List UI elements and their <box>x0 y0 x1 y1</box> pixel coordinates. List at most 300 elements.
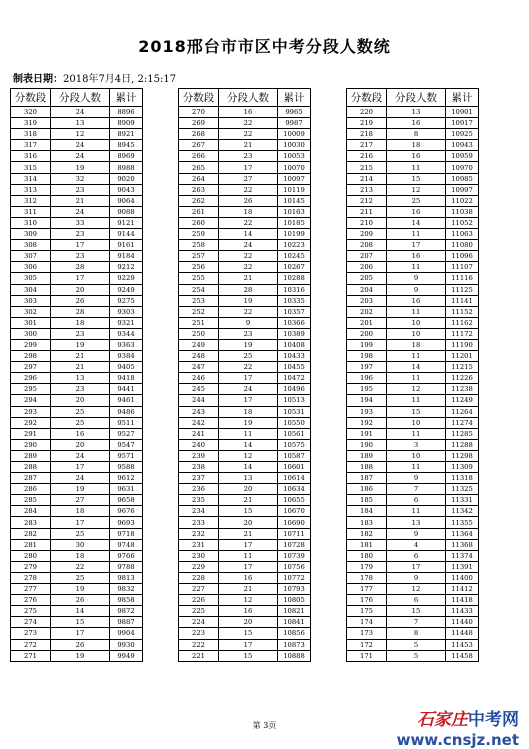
cell-count: 21 <box>219 528 278 539</box>
cell-score: 299 <box>11 339 51 350</box>
cell-count: 24 <box>51 450 110 461</box>
cell-count: 11 <box>219 428 278 439</box>
cell-cumulative: 10472 <box>278 373 311 384</box>
cell-count: 20 <box>219 517 278 528</box>
table-row <box>347 251 479 262</box>
cell-score: 287 <box>11 473 51 484</box>
table-row <box>11 417 143 428</box>
cell-cumulative: 8969 <box>110 151 143 162</box>
cell-count: 20 <box>51 439 110 450</box>
cell-count: 21 <box>51 362 110 373</box>
cell-count: 25 <box>51 572 110 583</box>
cell-count: 20 <box>51 284 110 295</box>
table-row <box>347 550 479 561</box>
cell-score: 173 <box>347 628 387 639</box>
cell-cumulative: 11400 <box>446 572 479 583</box>
table-row <box>347 495 479 506</box>
cell-score: 175 <box>347 606 387 617</box>
cell-cumulative: 9658 <box>110 495 143 506</box>
cell-score: 204 <box>347 284 387 295</box>
cell-count: 24 <box>219 384 278 395</box>
cell-score: 274 <box>11 617 51 628</box>
cell-cumulative: 10433 <box>278 351 311 362</box>
cell-cumulative: 9486 <box>110 406 143 417</box>
header-segment-count: 分段人数 <box>387 89 446 107</box>
cell-count: 21 <box>219 140 278 151</box>
cell-score: 182 <box>347 528 387 539</box>
cell-count: 22 <box>219 217 278 228</box>
table-row <box>11 484 143 495</box>
cell-score: 217 <box>347 140 387 151</box>
cell-cumulative: 10163 <box>278 206 311 217</box>
cell-count: 5 <box>387 639 446 650</box>
cell-cumulative: 10145 <box>278 195 311 206</box>
cell-cumulative: 9229 <box>110 273 143 284</box>
cell-count: 10 <box>387 328 446 339</box>
cell-count: 17 <box>219 395 278 406</box>
cell-score: 201 <box>347 317 387 328</box>
cell-count: 33 <box>51 217 110 228</box>
table-row <box>11 162 143 173</box>
cell-score: 183 <box>347 517 387 528</box>
header-score-segment: 分数段 <box>179 89 219 107</box>
cell-cumulative: 10711 <box>278 528 311 539</box>
cell-cumulative: 9121 <box>110 217 143 228</box>
cell-cumulative: 11364 <box>446 528 479 539</box>
cell-score: 222 <box>179 639 219 650</box>
cell-count: 24 <box>219 240 278 251</box>
cell-score: 188 <box>347 462 387 473</box>
cell-score: 233 <box>179 517 219 528</box>
cell-score: 276 <box>11 595 51 606</box>
cell-cumulative: 11418 <box>446 595 479 606</box>
table-row <box>347 439 479 450</box>
cell-cumulative: 10614 <box>278 473 311 484</box>
table-row <box>347 217 479 228</box>
cell-score: 247 <box>179 362 219 373</box>
cell-count: 18 <box>51 317 110 328</box>
cell-cumulative: 10561 <box>278 428 311 439</box>
cell-score: 242 <box>179 417 219 428</box>
cell-score: 210 <box>347 217 387 228</box>
cell-count: 12 <box>387 384 446 395</box>
cell-count: 18 <box>51 550 110 561</box>
table-row <box>11 229 143 240</box>
cell-count: 4 <box>387 539 446 550</box>
table-row <box>179 118 311 129</box>
cell-count: 16 <box>387 151 446 162</box>
cell-cumulative: 10601 <box>278 462 311 473</box>
cell-count: 10 <box>387 450 446 461</box>
cell-count: 25 <box>51 417 110 428</box>
cell-cumulative: 10097 <box>278 173 311 184</box>
cell-score: 317 <box>11 140 51 151</box>
cell-cumulative: 10513 <box>278 395 311 406</box>
cell-count: 7 <box>387 484 446 495</box>
table-row <box>11 550 143 561</box>
table-row <box>11 428 143 439</box>
table-row <box>179 284 311 295</box>
table-row <box>179 450 311 461</box>
cell-cumulative: 10223 <box>278 240 311 251</box>
table-row <box>11 273 143 284</box>
cell-score: 235 <box>179 495 219 506</box>
cell-cumulative: 10634 <box>278 484 311 495</box>
cell-score: 244 <box>179 395 219 406</box>
cell-score: 298 <box>11 351 51 362</box>
cell-score: 295 <box>11 384 51 395</box>
table-row <box>11 262 143 273</box>
cell-score: 237 <box>179 473 219 484</box>
cell-count: 23 <box>51 384 110 395</box>
cell-count: 12 <box>51 129 110 140</box>
table-row <box>11 439 143 450</box>
cell-count: 26 <box>51 595 110 606</box>
cell-cumulative: 9461 <box>110 395 143 406</box>
table-row <box>347 517 479 528</box>
cell-count: 13 <box>51 373 110 384</box>
cell-score: 236 <box>179 484 219 495</box>
cell-score: 185 <box>347 495 387 506</box>
cell-score: 282 <box>11 528 51 539</box>
cell-score: 226 <box>179 595 219 606</box>
cell-cumulative: 8945 <box>110 140 143 151</box>
cell-cumulative: 9949 <box>110 650 143 661</box>
cell-cumulative: 10053 <box>278 151 311 162</box>
table-row <box>11 506 143 517</box>
cell-count: 15 <box>219 628 278 639</box>
cell-cumulative: 10357 <box>278 306 311 317</box>
cell-cumulative: 9249 <box>110 284 143 295</box>
cell-score: 284 <box>11 506 51 517</box>
cell-count: 20 <box>219 617 278 628</box>
cell-cumulative: 11238 <box>446 384 479 395</box>
table-row <box>179 561 311 572</box>
cell-cumulative: 10587 <box>278 450 311 461</box>
cell-score: 272 <box>11 639 51 650</box>
table-row <box>179 184 311 195</box>
cell-count: 24 <box>51 206 110 217</box>
cell-count: 9 <box>387 473 446 484</box>
table-row <box>11 184 143 195</box>
cell-score: 304 <box>11 284 51 295</box>
table-row <box>11 373 143 384</box>
cell-count: 6 <box>387 550 446 561</box>
cell-cumulative: 10821 <box>278 606 311 617</box>
cell-score: 277 <box>11 584 51 595</box>
cell-cumulative: 9612 <box>110 473 143 484</box>
cell-cumulative: 9020 <box>110 173 143 184</box>
table-row <box>11 351 143 362</box>
table-row <box>347 129 479 140</box>
table-row <box>179 539 311 550</box>
table-row <box>179 484 311 495</box>
cell-count: 19 <box>219 339 278 350</box>
cell-cumulative: 11412 <box>446 584 479 595</box>
table-row <box>347 173 479 184</box>
cell-cumulative: 11448 <box>446 628 479 639</box>
cell-count: 8 <box>387 628 446 639</box>
cell-score: 263 <box>179 184 219 195</box>
table-row <box>347 206 479 217</box>
cell-cumulative: 9858 <box>110 595 143 606</box>
cell-cumulative: 10655 <box>278 495 311 506</box>
cell-score: 288 <box>11 462 51 473</box>
cell-count: 24 <box>51 107 110 118</box>
cell-score: 206 <box>347 262 387 273</box>
header-cumulative: 累计 <box>278 89 311 107</box>
cell-score: 269 <box>179 118 219 129</box>
cell-score: 239 <box>179 450 219 461</box>
cell-score: 225 <box>179 606 219 617</box>
cell-cumulative: 11215 <box>446 362 479 373</box>
cell-count: 3 <box>387 439 446 450</box>
cell-count: 13 <box>51 118 110 129</box>
cell-score: 318 <box>11 129 51 140</box>
cell-score: 194 <box>347 395 387 406</box>
table-row <box>347 351 479 362</box>
watermark-brand-red: 石家庄 <box>417 710 468 730</box>
cell-score: 305 <box>11 273 51 284</box>
cell-count: 16 <box>219 107 278 118</box>
cell-cumulative: 11285 <box>446 428 479 439</box>
cell-score: 181 <box>347 539 387 550</box>
cell-count: 28 <box>51 306 110 317</box>
cell-count: 17 <box>51 240 110 251</box>
cell-count: 14 <box>387 362 446 373</box>
cell-count: 16 <box>387 295 446 306</box>
cell-score: 289 <box>11 450 51 461</box>
cell-count: 24 <box>51 140 110 151</box>
cell-cumulative: 11433 <box>446 606 479 617</box>
cell-cumulative: 9872 <box>110 606 143 617</box>
table-row <box>179 528 311 539</box>
cell-cumulative: 10690 <box>278 517 311 528</box>
table-row <box>179 439 311 450</box>
cell-score: 178 <box>347 572 387 583</box>
cell-score: 250 <box>179 328 219 339</box>
cell-score: 279 <box>11 561 51 572</box>
table-row <box>179 317 311 328</box>
cell-score: 280 <box>11 550 51 561</box>
cell-cumulative: 10119 <box>278 184 311 195</box>
table-row <box>347 584 479 595</box>
cell-score: 255 <box>179 273 219 284</box>
cell-cumulative: 10335 <box>278 295 311 306</box>
table-row <box>179 362 311 373</box>
table-row <box>347 229 479 240</box>
table-row <box>347 428 479 439</box>
cell-cumulative: 10805 <box>278 595 311 606</box>
cell-cumulative: 10408 <box>278 339 311 350</box>
cell-cumulative: 9511 <box>110 417 143 428</box>
cell-count: 23 <box>51 229 110 240</box>
cell-score: 227 <box>179 584 219 595</box>
cell-count: 18 <box>387 339 446 350</box>
cell-count: 14 <box>219 462 278 473</box>
cell-count: 16 <box>387 251 446 262</box>
cell-cumulative: 9184 <box>110 251 143 262</box>
cell-score: 278 <box>11 572 51 583</box>
cell-count: 10 <box>387 417 446 428</box>
cell-score: 230 <box>179 550 219 561</box>
table-row <box>347 195 479 206</box>
cell-score: 231 <box>179 539 219 550</box>
cell-score: 203 <box>347 295 387 306</box>
cell-count: 21 <box>219 495 278 506</box>
cell-cumulative: 10009 <box>278 129 311 140</box>
cell-cumulative: 9064 <box>110 195 143 206</box>
generated-date <box>13 70 176 85</box>
table-row <box>347 572 479 583</box>
cell-count: 22 <box>219 184 278 195</box>
cell-count: 16 <box>387 118 446 129</box>
cell-cumulative: 10316 <box>278 284 311 295</box>
table-row <box>179 229 311 240</box>
cell-cumulative: 10943 <box>446 140 479 151</box>
cell-score: 261 <box>179 206 219 217</box>
cell-count: 17 <box>219 373 278 384</box>
cell-cumulative: 10575 <box>278 439 311 450</box>
cell-count: 11 <box>387 462 446 473</box>
cell-cumulative: 10366 <box>278 317 311 328</box>
cell-count: 17 <box>219 162 278 173</box>
cell-cumulative: 9088 <box>110 206 143 217</box>
cell-score: 253 <box>179 295 219 306</box>
cell-cumulative: 10030 <box>278 140 311 151</box>
cell-count: 9 <box>387 273 446 284</box>
cell-cumulative: 9965 <box>278 107 311 118</box>
cell-count: 21 <box>219 273 278 284</box>
cell-score: 315 <box>11 162 51 173</box>
table-row <box>11 584 143 595</box>
table-row <box>11 473 143 484</box>
cell-count: 19 <box>219 417 278 428</box>
table-row <box>179 295 311 306</box>
cell-cumulative: 9631 <box>110 484 143 495</box>
cell-score: 189 <box>347 450 387 461</box>
cell-count: 16 <box>219 606 278 617</box>
cell-count: 23 <box>219 151 278 162</box>
cell-count: 19 <box>51 162 110 173</box>
cell-count: 14 <box>219 439 278 450</box>
cell-score: 218 <box>347 129 387 140</box>
cell-score: 294 <box>11 395 51 406</box>
cell-cumulative: 11309 <box>446 462 479 473</box>
cell-cumulative: 10772 <box>278 572 311 583</box>
cell-score: 197 <box>347 362 387 373</box>
cell-cumulative: 11342 <box>446 506 479 517</box>
cell-count: 11 <box>387 428 446 439</box>
cell-cumulative: 11318 <box>446 473 479 484</box>
table-row <box>11 495 143 506</box>
cell-cumulative: 11152 <box>446 306 479 317</box>
table-row <box>347 595 479 606</box>
cell-cumulative: 10756 <box>278 561 311 572</box>
cell-cumulative: 10856 <box>278 628 311 639</box>
table-row <box>11 217 143 228</box>
table-row <box>347 473 479 484</box>
cell-score: 213 <box>347 184 387 195</box>
table-row <box>11 395 143 406</box>
cell-cumulative: 11190 <box>446 339 479 350</box>
cell-score: 199 <box>347 339 387 350</box>
cell-score: 228 <box>179 572 219 583</box>
cell-count: 17 <box>219 561 278 572</box>
cell-score: 296 <box>11 373 51 384</box>
cell-score: 216 <box>347 151 387 162</box>
cell-score: 290 <box>11 439 51 450</box>
cell-count: 19 <box>51 650 110 661</box>
cell-score: 311 <box>11 206 51 217</box>
watermark-url: www.cnsjz.net <box>396 731 519 749</box>
cell-count: 13 <box>387 517 446 528</box>
table-row <box>347 317 479 328</box>
table-row <box>179 595 311 606</box>
cell-count: 24 <box>51 473 110 484</box>
cell-cumulative: 11172 <box>446 328 479 339</box>
cell-count: 26 <box>51 639 110 650</box>
cell-cumulative: 10245 <box>278 251 311 262</box>
cell-cumulative: 9887 <box>110 617 143 628</box>
cell-cumulative: 10728 <box>278 539 311 550</box>
table-row <box>11 595 143 606</box>
cell-count: 14 <box>219 229 278 240</box>
cell-count: 24 <box>51 151 110 162</box>
cell-cumulative: 9547 <box>110 439 143 450</box>
cell-score: 312 <box>11 195 51 206</box>
cell-score: 245 <box>179 384 219 395</box>
cell-count: 26 <box>51 295 110 306</box>
table-row <box>11 206 143 217</box>
cell-cumulative: 11391 <box>446 561 479 572</box>
cell-score: 249 <box>179 339 219 350</box>
cell-cumulative: 11264 <box>446 406 479 417</box>
cell-count: 30 <box>51 539 110 550</box>
cell-cumulative: 10550 <box>278 417 311 428</box>
cell-cumulative: 10959 <box>446 151 479 162</box>
cell-score: 258 <box>179 240 219 251</box>
cell-score: 196 <box>347 373 387 384</box>
cell-score: 180 <box>347 550 387 561</box>
table-row <box>179 606 311 617</box>
cell-score: 195 <box>347 384 387 395</box>
cell-count: 27 <box>219 173 278 184</box>
cell-count: 17 <box>219 539 278 550</box>
cell-cumulative: 11063 <box>446 229 479 240</box>
cell-count: 11 <box>387 306 446 317</box>
table-row <box>11 561 143 572</box>
cell-cumulative: 9693 <box>110 517 143 528</box>
cell-count: 8 <box>387 129 446 140</box>
table-row <box>179 617 311 628</box>
table-row <box>347 506 479 517</box>
table-row <box>179 373 311 384</box>
cell-count: 18 <box>219 406 278 417</box>
table-row <box>347 628 479 639</box>
cell-count: 15 <box>219 650 278 661</box>
cell-cumulative: 11453 <box>446 639 479 650</box>
cell-cumulative: 9588 <box>110 462 143 473</box>
cell-count: 16 <box>219 572 278 583</box>
cell-count: 17 <box>51 517 110 528</box>
cell-cumulative: 10389 <box>278 328 311 339</box>
cell-cumulative: 10997 <box>446 184 479 195</box>
cell-score: 265 <box>179 162 219 173</box>
cell-cumulative: 11125 <box>446 284 479 295</box>
table-row <box>11 517 143 528</box>
table-row <box>179 572 311 583</box>
